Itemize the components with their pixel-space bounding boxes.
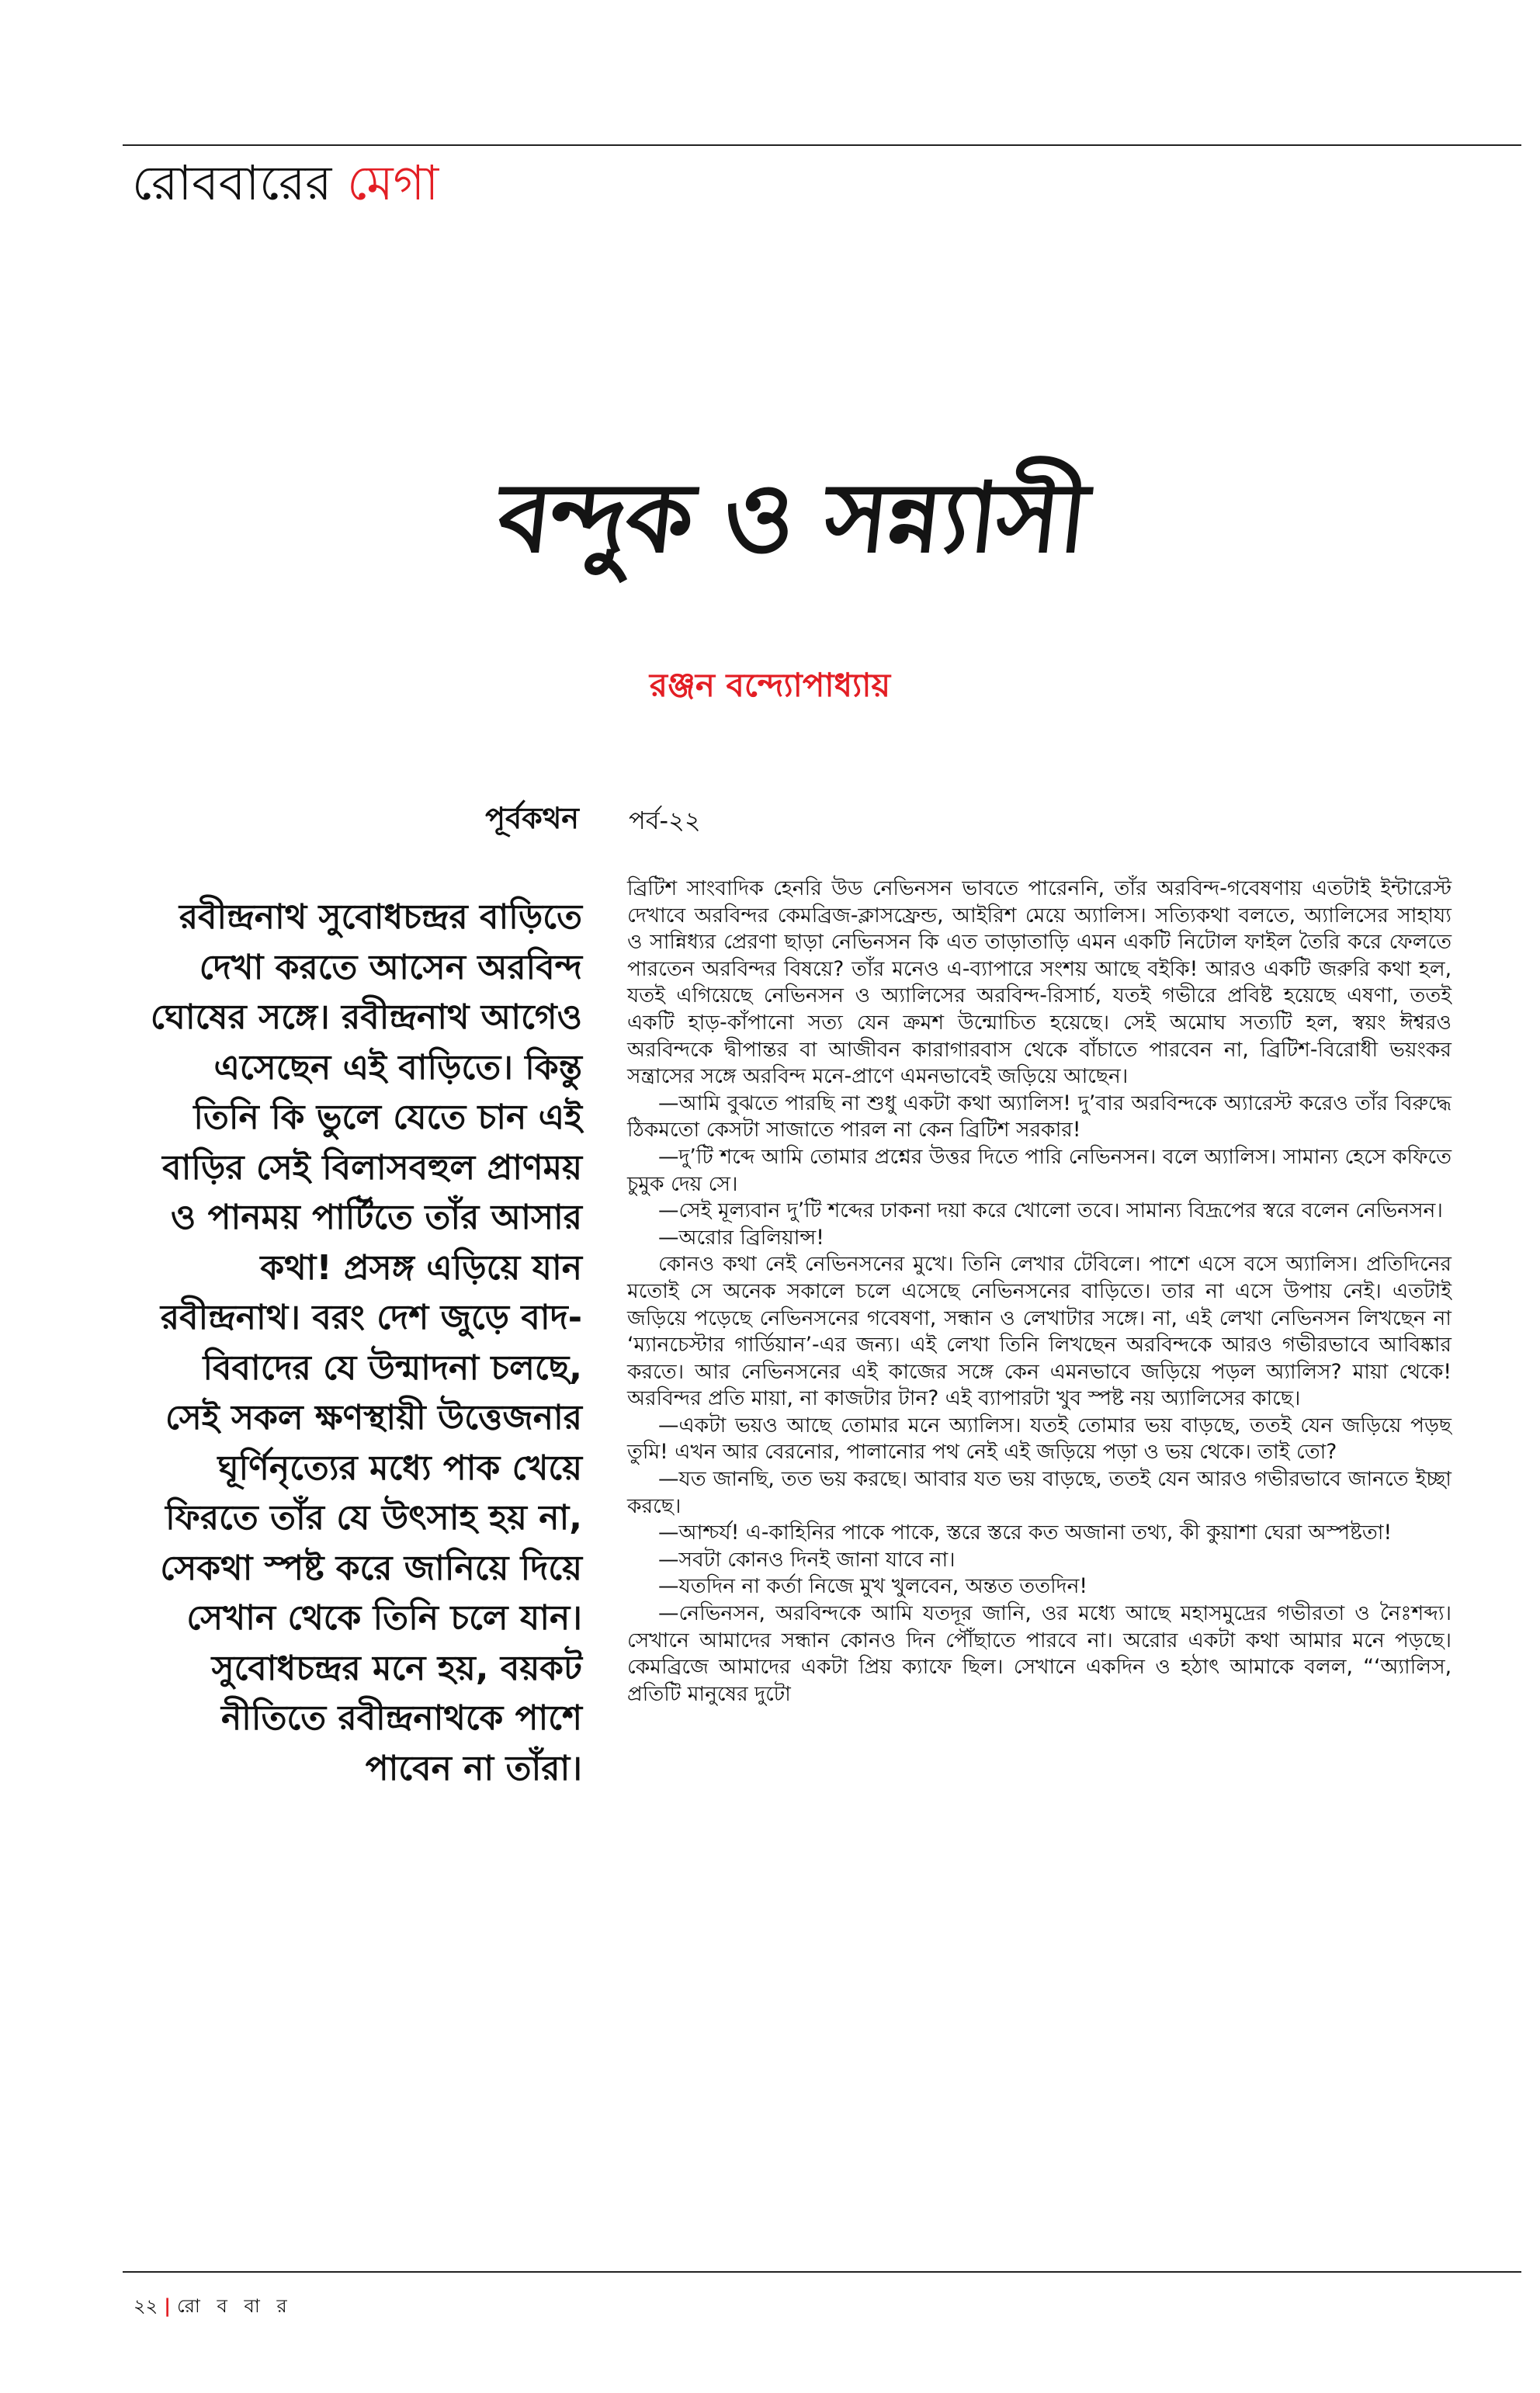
page-footer (134, 2292, 293, 2323)
episode-label: পর্ব-২২ (629, 806, 701, 835)
bottom-rule (123, 2271, 1521, 2273)
top-rule (123, 144, 1521, 146)
section-title (132, 152, 439, 214)
body-paragraph: —আমি বুঝতে পারছি না শুধু একটা কথা অ্যালিস! দু’বার অরবিন্দকে অ্যারেস্ট করেও তাঁর বিরুদ্ধে ঠিকমতো কেসটা সাজাতে পারল না কেন ব্রিটিশ সরকার! (627, 1091, 1452, 1143)
section-title-red: মেগা (347, 154, 439, 211)
body-paragraph: —অরোর ব্রিলিয়ান্স! (658, 1225, 824, 1250)
body-paragraph: ব্রিটিশ সাংবাদিক হেনরি উড নেভিনসন ভাবতে পারেননি, তাঁর অরবিন্দ-গবেষণায় এতটাই ইন্টারেস্ট দেখাবে অরবিন্দর কেমব্রিজ-ক্লাসফ্রেন্ড, আইরিশ মেয়ে অ্যালিস। সত্যিকথা বলতে, অ্যালিসের সাহায্য ও সান্নিধ্যর প্রেরণা ছাড়া নেভিনসন কি এত তাড়াতাড়ি এমন একটি নিটোল ফাইল তৈরি করে ফেলতে পারতেন অরবিন্দর বিষয়ে? তাঁর মনেও এ-ব্যাপারে সংশয় আছে বইকি! আরও একটি জরুরি কথা হল, যতই এগিয়েছে নেভিনসন ও অ্যালিসের অরবিন্দ-রিসার্চ, যতই গভীরে প্রবিষ্ট হয়েছে এষণা, ততই একটি হাড়-কাঁপানো সত্য যেন ক্রমশ উন্মোচিত হয়েছে। সেই অমোঘ সত্যটি হল, স্বয়ং ঈশ্বরও অরবিন্দকে দ্বীপান্তর বা আজীবন কারাগারবাস থেকে বাঁচাতে পারবেন না, ব্রিটিশ-বিরোধী ভয়ংকর সন্ত্রাসের সঙ্গে অরবিন্দ মনে-প্রাণে এমনভাবেই জড়িয়ে আছেন। (627, 876, 1452, 1089)
section-title-black: রোববারের (132, 154, 332, 211)
body-paragraph: —নেভিনসন, অরবিন্দকে আমি যতদূর জানি, ওর মধ্যে আছে মহাসমুদ্রের গভীরতা ও নৈঃশব্দ্য। সেখানে আমাদের সন্ধান কোনও দিন পৌঁছাতে পারবে না। অরোর একটা কথা আমার মনে পড়ছে। কেমব্রিজে আমাদের একটা প্রিয় ক্যাফে ছিল। সেখানে একদিন ও হঠাৎ আমাকে বলল, “‘অ্যালিস, প্রতিটি মানুষের দুটো (627, 1601, 1452, 1706)
author-byline: রঞ্জন বন্দ্যোপাধ্যায় (649, 666, 891, 704)
article-body (627, 876, 1452, 1708)
body-paragraph: —একটা ভয়ও আছে তোমার মনে অ্যালিস। যতই তোমার ভয় বাড়ছে, ততই যেন জড়িয়ে পড়ছ তুমি! এখন আর বেরনোর, পালানোর পথ নেই এই জড়িয়ে পড়া ও ভয় থেকে। তাই তো? (627, 1413, 1452, 1465)
body-paragraph: —যত জানছি, তত ভয় করছে। আবার যত ভয় বাড়ছে, ততই যেন আরও গভীরভাবে জানতে ইচ্ছা করছে। (627, 1467, 1452, 1518)
magazine-name: রো ব বা র (176, 2295, 293, 2317)
body-paragraph: —আশ্চর্য! এ-কাহিনির পাকে পাকে, স্তরে স্তরে কত অজানা তথ্য, কী কুয়াশা ঘেরা অস্পষ্টতা! (658, 1521, 1393, 1545)
body-paragraph: —সেই মূল্যবান দু’টি শব্দের ঢাকনা দয়া করে খোলো তবে। সামান্য বিদ্রূপের স্বরে বলেন নেভিনসন। (658, 1198, 1443, 1223)
body-paragraph: —যতদিন না কর্তা নিজে মুখ খুলবেন, অন্তত ততদিন! (658, 1574, 1088, 1599)
synopsis-heading: পূর্বকথন (485, 801, 579, 835)
body-paragraph: —দু’টি শব্দে আমি তোমার প্রশ্নের উত্তর দিতে পারি নেভিনসন। বলে অ্যালিস। সামান্য হেসে কফিতে চুমুক দেয় সে। (627, 1144, 1452, 1196)
body-paragraph: কোনও কথা নেই নেভিনসনের মুখে। তিনি লেখার টেবিলে। পাশে এসে বসে অ্যালিস। প্রতিদিনের মতোই সে অনেক সকালে চলে এসেছে নেভিনসনের বাড়িতে। তার না এসে উপায় নেই। এতটাই জড়িয়ে পড়েছে নেভিনসনের গবেষণা, সন্ধান ও লেখাটার সঙ্গে। না, এই লেখা নেভিনসন লিখছেন না ‘ম্যানচেস্টার গার্ডিয়ান’-এর জন্য। এই লেখা তিনি লিখছেন অরবিন্দকে আরও গভীরভাবে আবিষ্কার করতে। আর নেভিনসনের এই কাজের সঙ্গে কেন এমনভাবে জড়িয়ে পড়ল অ্যালিস? মায়া থেকে! অরবিন্দর প্রতি মায়া, না কাজটার টান? এই ব্যাপারটা খুব স্পষ্ট নয় অ্যালিসের কাছে। (627, 1252, 1452, 1411)
footer-separator: | (164, 2295, 171, 2317)
body-paragraph: —সবটা কোনও দিনই জানা যাবে না। (658, 1547, 956, 1572)
page-number: ২২ (134, 2295, 158, 2317)
story-title: বন্দুক ও সন্ন্যাসী (492, 462, 1092, 574)
synopsis-text: রবীন্দ্রনাথ সুবোধচন্দ্রর বাড়িতে দেখা করতে আসেন অরবিন্দ ঘোষের সঙ্গে। রবীন্দ্রনাথ আগেও এসেছেন এই বাড়িতে। কিন্তু তিনি কি ভুলে যেতে চান এই বাড়ির সেই বিলাসবহুল প্রাণময় ও পানময় পার্টিতে তাঁর আসার কথা! প্রসঙ্গ এড়িয়ে যান রবীন্দ্রনাথ। বরং দেশ জুড়ে বাদ-বিবাদের যে উন্মাদনা চলছে, সেই সকল ক্ষণস্থায়ী উত্তেজনার ঘূর্ণিনৃত্যের মধ্যে পাক খেয়ে ফিরতে তাঁর যে উৎসাহ হয় না, সেকথা স্পষ্ট করে জানিয়ে দিয়ে সেখান থেকে তিনি চলে যান। সুবোধচন্দ্রর মনে হয়, বয়কট নীতিতে রবীন্দ্রনাথকে পাশে পাবেন না তাঁরা। (150, 897, 582, 1788)
